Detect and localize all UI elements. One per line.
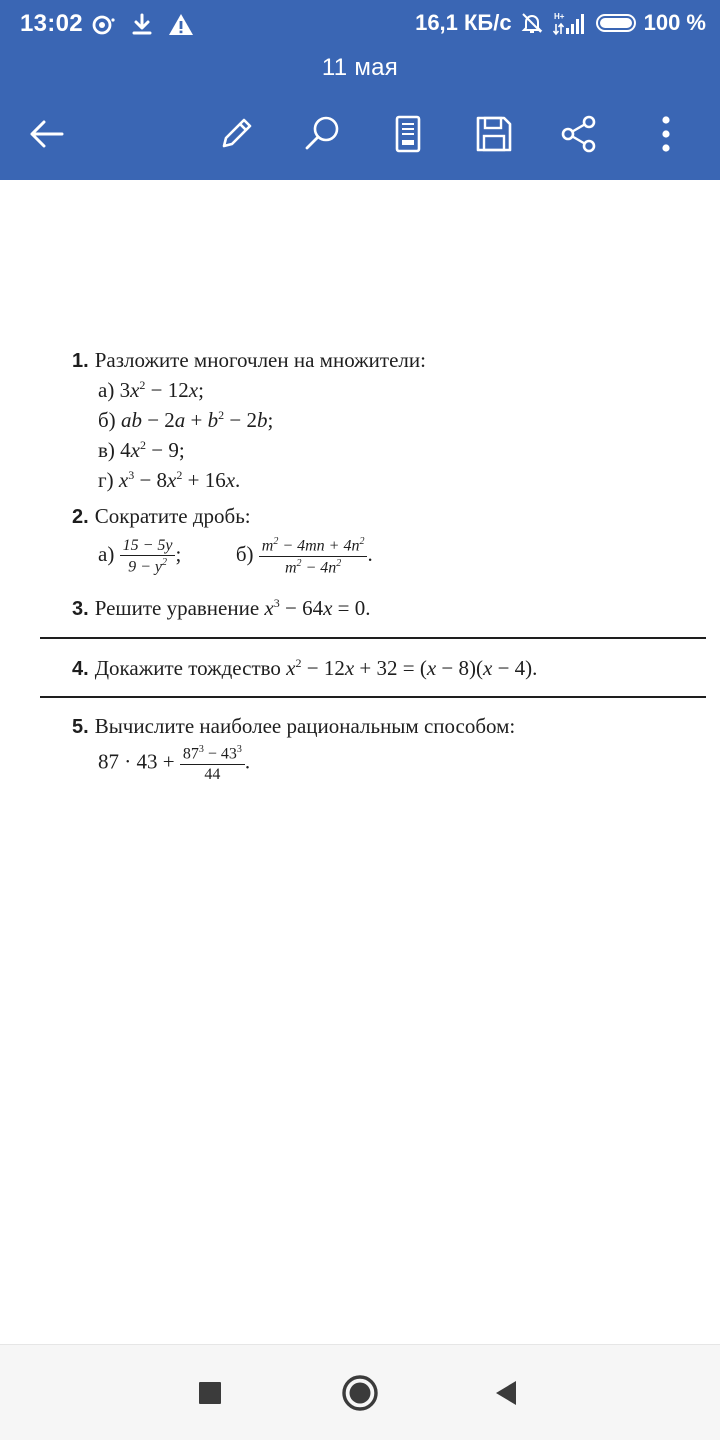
task-3 [72, 596, 371, 621]
expr-part: − 9; [146, 438, 185, 462]
share-button[interactable] [553, 108, 605, 160]
task-text: Сократите дробь: [94, 504, 251, 528]
expr-exp: 2 [139, 378, 146, 392]
expr-part: 3 [119, 378, 131, 402]
task-1 [72, 348, 426, 492]
search-button[interactable] [296, 108, 348, 160]
fraction-b [259, 536, 368, 577]
task-number: 4. [72, 658, 89, 680]
sync-icon [90, 12, 116, 38]
warning-icon [168, 12, 194, 38]
more-icon [646, 114, 686, 154]
battery-icon [596, 14, 636, 32]
task-1-item-a [98, 378, 204, 403]
fraction-numerator [180, 744, 245, 765]
share-icon [559, 114, 599, 154]
num-part: 87 [182, 745, 199, 763]
back-button[interactable] [20, 108, 72, 160]
back-arrow-icon [26, 114, 66, 154]
battery-fill [600, 18, 632, 28]
reading-mode-button[interactable] [382, 108, 434, 160]
signal-icon [552, 10, 588, 36]
expr-part: − 12 [145, 378, 189, 402]
back-nav-button[interactable] [484, 1371, 528, 1415]
divider-top [40, 637, 706, 639]
status-bar [0, 0, 720, 50]
status-time: 13:02 [20, 10, 83, 37]
app-bar [0, 0, 720, 180]
fraction-numerator: $m^2 - 4mn + 4n^2$ [259, 536, 368, 557]
edit-button[interactable] [210, 108, 262, 160]
expr-exp: 2 [140, 438, 146, 452]
fraction-denominator [120, 556, 176, 576]
task-5-heading [72, 714, 515, 739]
fraction-denominator: 44 [204, 765, 221, 783]
search-icon [302, 114, 342, 154]
expr-part: ; [198, 378, 204, 402]
task-4 [72, 656, 537, 681]
document-title: 11 мая [321, 54, 399, 81]
expr-part: − 4). [492, 656, 538, 680]
expr-var: x [130, 438, 140, 462]
expr-part: − 64 [279, 596, 324, 620]
task-number: 1. [72, 350, 89, 372]
item-label: в) [98, 438, 115, 462]
task-text: Докажите тождество [94, 656, 281, 680]
fraction-numerator: 15 − 5y [120, 537, 176, 557]
reading-mode-icon [388, 114, 428, 154]
divider-bottom [40, 696, 706, 698]
status-notification-icons [90, 12, 194, 38]
task-text: Решите уравнение [94, 596, 260, 620]
expr-var: x [130, 378, 140, 402]
home-button[interactable] [338, 1371, 382, 1415]
expr-var: x [188, 378, 199, 402]
task-1-item-d: г) $x^3 - 8x^2 + 16x$. [98, 468, 241, 492]
edit-pencil-icon [216, 114, 256, 154]
home-circle-icon [340, 1373, 380, 1413]
task-5 [72, 714, 516, 783]
item-label: б) [98, 408, 116, 432]
back-triangle-icon [492, 1379, 520, 1407]
expr-part: 87 · 43 + [98, 749, 175, 774]
fraction-5 [180, 744, 245, 784]
task-number: 5. [72, 716, 89, 738]
fraction-a [120, 537, 176, 577]
task-1-item-c [98, 438, 185, 463]
item-label: б) [235, 542, 254, 567]
task-1-heading [72, 348, 426, 373]
item-label: г) [98, 468, 114, 492]
expr-part: = 0. [332, 596, 371, 620]
recents-button[interactable] [188, 1371, 232, 1415]
recents-square-icon [198, 1381, 222, 1405]
document-page[interactable] [0, 180, 720, 1344]
battery-percent: 100 % [643, 10, 706, 35]
task-number: 2. [72, 506, 89, 528]
task-number: 3. [72, 598, 89, 620]
fraction-denominator: $m^2 - 4n^2$ [284, 557, 342, 577]
mute-icon [520, 11, 544, 35]
network-type-label: H+ [553, 12, 565, 21]
task-2-items [98, 536, 373, 577]
expr-part: − 12 [301, 656, 345, 680]
den-exp: 2 [161, 557, 167, 569]
expr-part: − 8)( [436, 656, 484, 680]
expr-part: 4 [120, 438, 131, 462]
expr-part: . [367, 542, 373, 567]
system-nav-bar [0, 1344, 720, 1440]
task-3-heading: 3. Решите уравнение $x^3 - 64x = 0$. [72, 596, 371, 620]
save-button[interactable] [468, 108, 520, 160]
more-options-button[interactable] [640, 108, 692, 160]
expr-part: ; [175, 542, 182, 567]
expr-part: . [244, 749, 251, 774]
task-1-item-b: б) ab − $2a + b^2 - 2b$; [98, 408, 274, 432]
item-label: а) [98, 542, 115, 567]
expr-part: + 32 = ( [354, 656, 427, 680]
item-label: а) [98, 378, 115, 402]
task-text: Вычислите наиболее рациональным способом: [94, 714, 516, 738]
task-4-heading: 4. Докажите тождество $x^2 - 12x + 32 = (x - 8)(x - 4)$. [72, 656, 538, 680]
task-2-heading [72, 504, 251, 529]
task-text: Разложите многочлен на множители: [94, 348, 426, 372]
den-text: 9 − y [128, 558, 162, 576]
status-right-group [415, 10, 706, 36]
net-speed: 16,1 КБ/с [415, 10, 512, 35]
num-exp: 3 [236, 744, 242, 755]
save-icon [474, 114, 514, 154]
task-2 [72, 504, 373, 577]
num-exp: 3 [198, 744, 204, 755]
task-5-expression [98, 744, 250, 784]
download-icon [130, 12, 154, 38]
num-part: − 43 [203, 745, 237, 763]
